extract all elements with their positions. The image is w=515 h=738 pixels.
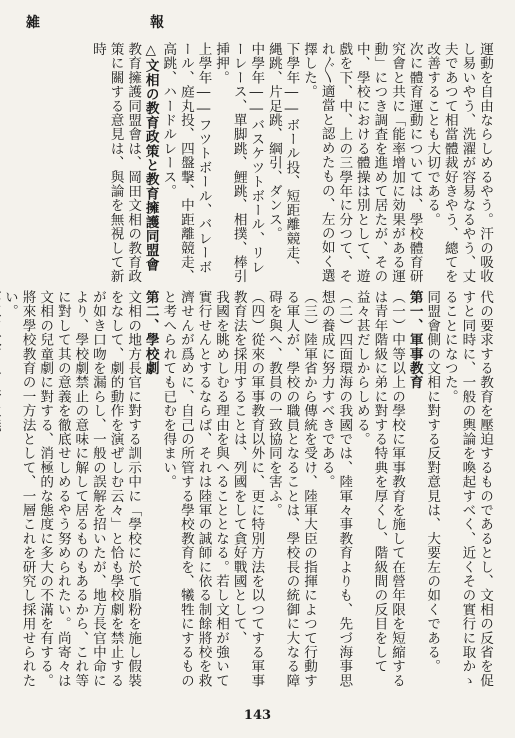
lower-paragraph: 代の要求する教育を壓迫するものであるとし、文相の反省を促すと同時に、一般の輿論を喚起すべく、近くその實行に取かゝることになつた。 — [441, 290, 493, 688]
header-left-label: 雑 — [26, 15, 41, 31]
upper-paragraph: 中學年――バスケツトボール、リレーレース、單脚跳、鯉跳、相撲、棒引挿押。 — [213, 42, 265, 284]
section-heading: 第二、學校劇 — [142, 290, 159, 376]
section-heading: △文相の教育政策と教育擁護同盟會 — [142, 42, 159, 272]
upper-text-block — [23, 42, 493, 285]
upper-paragraph: 下學年――ボール投、短距離競走、縄跳、片足跳、綱引、ダンス。 — [265, 42, 300, 274]
lower-text-block — [1, 290, 493, 695]
lower-paragraph: （四）從來の軍事教育以外に、更に特別方法を以つてする軍事教育法を採用することは、列國をして貪好戰國として、 — [230, 290, 265, 688]
lower-paragraph: （三）陸軍省から傳統を受け、陸軍大臣の指揮によつて行動する軍人が、學校の職員となることは、學校長の統御に大なる障碍を與へ、教員の一致協同を害ふ。 — [265, 290, 318, 688]
upper-paragraph: 次に體育運動については、學校體育研究會と共に「能率增加に効果がある運動」につき調査を進めて居たが、その中、學校における體操は別として、遊戲を下、中、上の三學年に分つて、それ〲適當と認めたもの、左の如く選擇した。 — [301, 42, 423, 284]
upper-paragraph: 運動を自由ならしめるやう。汗の吸收し易いやう、洗濯が容易なるやう、丈夫であつて相當體裁好きやう、總てを改善することも大切である。 — [424, 42, 493, 284]
lower-paragraph: （一）中等以上の學校に軍事教育を施して在營年限を短縮するは青年階級に弟に對する特典を厚くし、階級間の反目をして益々甚だしからしめる。 — [353, 290, 406, 688]
lower-paragraph: （二）四面環海の我國では、陸軍々事教育よりも、先づ海事思想の養成に努力すべきである。 — [318, 290, 353, 688]
header-right-label: 報 — [150, 15, 165, 31]
section-heading: 第一、軍事教育 — [406, 290, 423, 390]
upper-paragraph: 上學年――フツトボール、バレーボール、庭丸投、四盤撃、中距離競走、高跳、ハードルレース。 — [160, 42, 212, 284]
lower-paragraph: 文相の地方長官に對する訓示中に「學校に於て脂粉を施し假裝をなして、劇的動作を演ぜしむ云々」と恰も學校劇を禁止するが如き口吻を漏らし、一般の誤解を招いたが、地方長官中命により、學校劇禁止の意味に解して居るものもあるから、これ等に對して其の意義を徹底せしめるやう努められたい。尚寄々は文相の兒童劇に對する、消極的な態度に多大の不滿を有する。將來學校教育の一方法として、一層これを研究し採用せられたい。 — [1, 290, 142, 688]
lower-paragraph: 同盟會側の文相に對する反對意見は、大要左の如くである。 — [424, 290, 441, 674]
lower-paragraph: 我國を眺めしむる理由を與へることとなる。若し文相が強いて實行せんとするならば、それは陸軍の誠師に依る制餘將校を救濟せんが爲めに、自己の所管する學校教育を、犧牲にするものと考へられても已むを得まい。 — [160, 290, 230, 688]
page-number: 143 — [243, 708, 272, 723]
upper-paragraph: 教育擁護同盟會は、岡田文相の教育政策に關する意見は、與論を無視して新時 — [89, 42, 142, 284]
